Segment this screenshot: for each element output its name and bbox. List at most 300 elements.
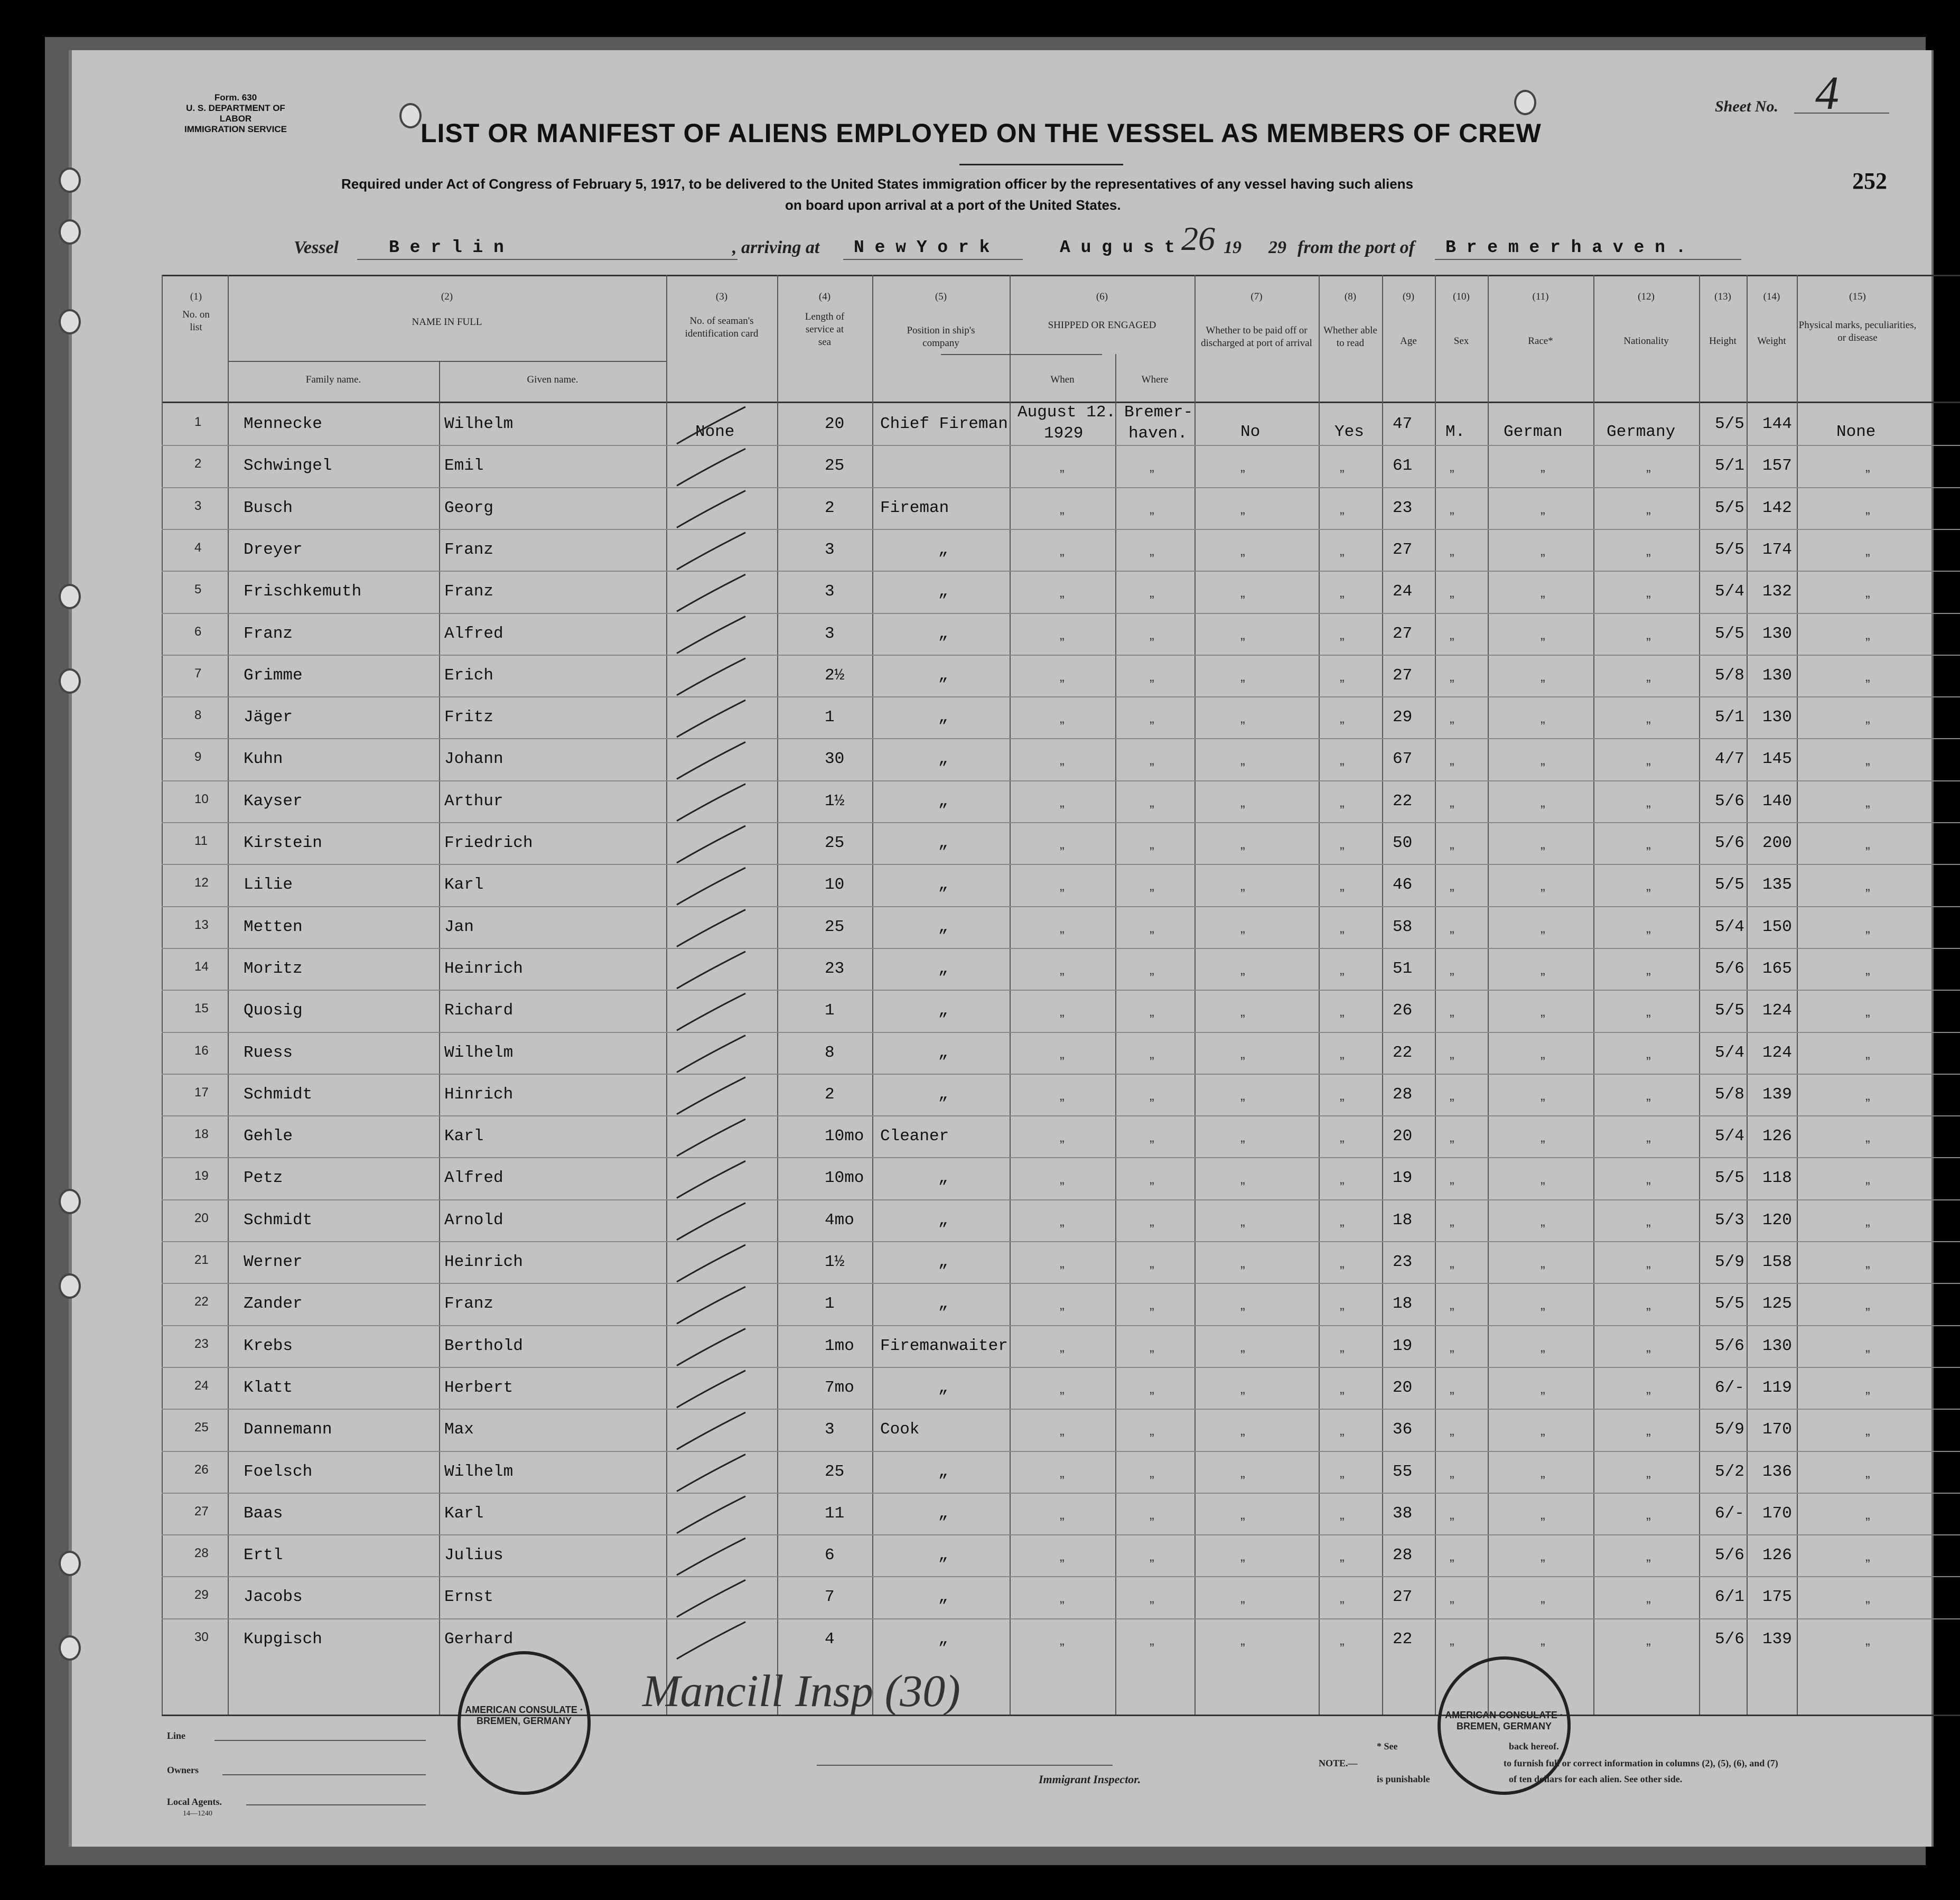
height: 5/4 (1715, 582, 1744, 601)
row-number: 26 (194, 1462, 209, 1477)
ditto-mark: „ (1150, 1003, 1154, 1020)
table-row-rule (162, 864, 1960, 865)
departure-port: B r e m e r h a v e n . (1445, 238, 1686, 257)
ditto-mark: „ (1150, 542, 1154, 558)
able-to-read: Yes (1334, 423, 1364, 441)
ditto-mark: „ (1150, 1338, 1154, 1355)
weight: 125 (1762, 1294, 1792, 1314)
ditto-mark: „ (1150, 1213, 1154, 1229)
height: 5/9 (1715, 1253, 1744, 1271)
ditto-mark: „ (1541, 836, 1545, 852)
ditto-mark: „ (1340, 1213, 1345, 1229)
row-number: 17 (194, 1085, 209, 1100)
family-name: Ertl (244, 1546, 283, 1565)
ditto-mark: „ (1865, 961, 1870, 977)
ditto-mark: „ (1450, 1171, 1454, 1187)
height: 6/- (1715, 1504, 1744, 1523)
length-of-service: 25 (825, 1462, 845, 1481)
length-of-service: 2½ (825, 666, 845, 685)
weight: 126 (1762, 1546, 1792, 1565)
position: „ (938, 1043, 948, 1062)
position: „ (938, 540, 948, 559)
weight: 130 (1762, 666, 1792, 685)
family-name: Jäger (244, 708, 293, 727)
ditto-mark: „ (1340, 752, 1345, 768)
position: „ (938, 708, 948, 727)
table-row-rule (162, 1032, 1960, 1033)
sheet-number: 4 (1815, 67, 1839, 119)
ditto-mark: „ (1541, 626, 1545, 642)
page-number: 252 (1852, 168, 1887, 194)
ditto-mark: „ (1646, 1590, 1651, 1606)
ditto-mark: „ (1340, 794, 1345, 810)
position: „ (938, 1378, 948, 1397)
row-number: 19 (194, 1169, 209, 1184)
given-name: Wilhelm (444, 1462, 514, 1481)
ditto-mark: „ (1240, 626, 1245, 642)
family-name: Quosig (244, 1001, 303, 1020)
card-slash (677, 1119, 745, 1156)
card-slash (677, 993, 745, 1030)
ditto-mark: „ (1865, 1464, 1870, 1480)
form-number: Form. 630 (214, 92, 257, 103)
ditto-mark: „ (1646, 794, 1651, 810)
ditto-mark: „ (1240, 794, 1245, 810)
position: „ (938, 1001, 948, 1020)
col5-header: Position in ship's company (907, 325, 975, 349)
stamp-right-text: AMERICAN CONSULATE · BREMEN, GERMANY (1445, 1710, 1563, 1731)
row-number: 13 (194, 917, 209, 932)
table-column-rule (1194, 275, 1196, 1715)
weight: 118 (1762, 1169, 1792, 1188)
row-number: 25 (194, 1420, 209, 1435)
height: 5/5 (1715, 540, 1744, 559)
card-slash (677, 784, 745, 821)
ditto-mark: „ (1240, 1171, 1245, 1187)
weight: 124 (1762, 1043, 1792, 1062)
ditto-mark: „ (1340, 459, 1345, 475)
length-of-service: 4mo (825, 1210, 854, 1230)
row-number: 18 (194, 1127, 209, 1142)
ditto-mark: „ (1450, 668, 1454, 684)
family-name: Schmidt (244, 1085, 313, 1104)
family-name: Foelsch (244, 1462, 313, 1481)
position: „ (938, 917, 948, 936)
position: „ (938, 666, 948, 685)
ditto-mark: „ (1865, 626, 1870, 642)
ditto-mark: „ (1646, 1380, 1651, 1396)
weight: 126 (1762, 1127, 1792, 1146)
punch-hole (1514, 90, 1536, 115)
ditto-mark: „ (1340, 1380, 1345, 1396)
given-name: Arthur (444, 791, 503, 811)
ditto-mark: „ (1865, 1003, 1870, 1020)
ditto-mark: „ (1340, 542, 1345, 558)
ditto-mark: „ (1646, 961, 1651, 977)
ditto-mark: „ (1541, 752, 1545, 768)
weight: 130 (1762, 708, 1792, 727)
height: 5/6 (1715, 834, 1744, 852)
weight: 120 (1762, 1210, 1792, 1230)
shipped-where: Bremer- (1124, 403, 1193, 422)
table-row-rule (162, 1157, 1960, 1158)
arrival-day: 26 (1181, 220, 1215, 257)
position: „ (938, 624, 948, 643)
age: 18 (1393, 1210, 1413, 1230)
ditto-mark: „ (1240, 1380, 1245, 1396)
weight: 136 (1762, 1462, 1792, 1481)
card-slash (677, 1287, 745, 1324)
height: 5/6 (1715, 1546, 1744, 1565)
ditto-mark: „ (1060, 1506, 1065, 1522)
ditto-mark: „ (1865, 1087, 1870, 1103)
ditto-mark: „ (1340, 1003, 1345, 1020)
position: Firemanwaiter (880, 1336, 1008, 1355)
ditto-mark: „ (1646, 1548, 1651, 1564)
ditto-mark: „ (1060, 1548, 1065, 1564)
ditto-mark: „ (1150, 1506, 1154, 1522)
ditto-mark: „ (1150, 668, 1154, 684)
table-row-rule (162, 738, 1960, 739)
consulate-stamp-left (458, 1651, 591, 1795)
ditto-mark: „ (1865, 1338, 1870, 1355)
row-number: 5 (194, 582, 202, 597)
ditto-mark: „ (1060, 1129, 1065, 1145)
position: „ (938, 791, 948, 811)
ditto-mark: „ (1541, 961, 1545, 977)
table-row-rule (162, 571, 1960, 572)
arrival-port: N e w Y o r k (854, 238, 990, 257)
age: 55 (1393, 1462, 1413, 1481)
family-name: Busch (244, 498, 293, 517)
length-of-service: 1½ (825, 791, 845, 811)
ditto-mark: „ (1240, 584, 1245, 601)
ditto-mark: „ (1450, 1129, 1454, 1145)
ditto-mark: „ (1450, 1003, 1454, 1020)
weight: 170 (1762, 1504, 1792, 1523)
row-number: 6 (194, 624, 202, 639)
ditto-mark: „ (1340, 1506, 1345, 1522)
height: 5/5 (1715, 1294, 1744, 1314)
subtitle-line-1: Required under Act of Congress of February 5, 1917, to be delivered to the United States immigration officer by the representatives of any vessel having such aliens (341, 176, 1414, 192)
ditto-mark: „ (1450, 1213, 1454, 1229)
ditto-mark: „ (1150, 710, 1154, 727)
age: 27 (1393, 540, 1413, 559)
ditto-mark: „ (1150, 1548, 1154, 1564)
family-name: Petz (244, 1169, 283, 1188)
card-slash (677, 1496, 745, 1533)
ditto-mark: „ (1450, 919, 1454, 936)
ditto-mark: „ (1450, 1297, 1454, 1313)
punch-hole (59, 167, 81, 193)
ditto-mark: „ (1240, 1297, 1245, 1313)
punch-hole (59, 1189, 81, 1214)
card-slash (677, 1580, 745, 1617)
age: 27 (1393, 666, 1413, 685)
ditto-mark: „ (1150, 1590, 1154, 1606)
ditto-mark: „ (1240, 1255, 1245, 1271)
ditto-mark: „ (1060, 710, 1065, 727)
row-number: 1 (194, 415, 202, 429)
length-of-service: 10mo (825, 1127, 864, 1146)
ditto-mark: „ (1865, 1506, 1870, 1522)
ditto-mark: „ (1150, 1171, 1154, 1187)
card-slash (677, 1455, 745, 1492)
ditto-mark: „ (1450, 710, 1454, 727)
ditto-mark: „ (1060, 919, 1065, 936)
table-row-rule (162, 487, 1960, 488)
col7-num: (7) (1250, 291, 1263, 302)
height: 5/8 (1715, 1085, 1744, 1104)
ditto-mark: „ (1060, 1297, 1065, 1313)
ditto-mark: „ (1865, 794, 1870, 810)
ditto-mark: „ (1865, 500, 1870, 517)
ditto-mark: „ (1541, 584, 1545, 601)
family-name: Dreyer (244, 540, 303, 559)
height: 5/5 (1715, 624, 1744, 643)
table-row-rule (162, 990, 1960, 991)
row-number: 29 (194, 1588, 209, 1603)
row-number: 20 (194, 1210, 209, 1225)
ditto-mark: „ (1450, 878, 1454, 894)
ditto-mark: „ (1060, 500, 1065, 517)
col9-num: (9) (1402, 291, 1415, 302)
ditto-mark: „ (1541, 1087, 1545, 1103)
ditto-mark: „ (1060, 836, 1065, 852)
ditto-mark: „ (1450, 1087, 1454, 1103)
length-of-service: 10 (825, 876, 845, 895)
row-number: 12 (194, 876, 209, 890)
height: 5/5 (1715, 1001, 1744, 1020)
ditto-mark: „ (1865, 1422, 1870, 1439)
table-column-rule (1010, 275, 1011, 1715)
card-none: None (695, 423, 735, 441)
ditto-mark: „ (1450, 1464, 1454, 1480)
ditto-mark: „ (1646, 1255, 1651, 1271)
col12-header: Nationality (1623, 336, 1669, 347)
height: 5/8 (1715, 666, 1744, 685)
ditto-mark: „ (1646, 1045, 1651, 1061)
ditto-mark: „ (1865, 878, 1870, 894)
height: 5/5 (1715, 876, 1744, 895)
page-title: LIST OR MANIFEST OF ALIENS EMPLOYED ON THE VESSEL AS MEMBERS OF CREW (421, 118, 1542, 148)
height: 6/- (1715, 1378, 1744, 1397)
col11-header: Race* (1528, 336, 1553, 347)
given-name: Johann (444, 750, 503, 769)
ditto-mark: „ (1150, 1129, 1154, 1145)
position: „ (938, 1504, 948, 1523)
row-number: 16 (194, 1043, 209, 1058)
length-of-service: 11 (825, 1504, 845, 1523)
height: 5/1 (1715, 457, 1744, 476)
weight: 124 (1762, 1001, 1792, 1020)
ditto-mark: „ (1060, 1003, 1065, 1020)
family-name: Lilie (244, 876, 293, 895)
weight: 140 (1762, 791, 1792, 811)
card-slash (677, 742, 745, 779)
table-column-rule (439, 361, 440, 1715)
ditto-mark: „ (1340, 1590, 1345, 1606)
weight: 119 (1762, 1378, 1792, 1397)
weight: 165 (1762, 959, 1792, 978)
ditto-mark: „ (1541, 542, 1545, 558)
ditto-mark: „ (1646, 584, 1651, 601)
ditto-mark: „ (1646, 1297, 1651, 1313)
ditto-mark: „ (1240, 1087, 1245, 1103)
card-slash (677, 1245, 745, 1282)
age: 27 (1393, 1588, 1413, 1607)
col1-header: No. on list (182, 309, 210, 333)
row-number: 15 (194, 1001, 209, 1016)
ditto-mark: „ (1340, 1464, 1345, 1480)
ditto-mark: „ (1541, 459, 1545, 475)
ditto-mark: „ (1150, 1632, 1154, 1648)
ditto-mark: „ (1240, 1632, 1245, 1648)
ditto-mark: „ (1150, 459, 1154, 475)
ditto-mark: „ (1450, 1045, 1454, 1061)
card-slash (677, 952, 745, 989)
ditto-mark: „ (1060, 1087, 1065, 1103)
ditto-mark: „ (1240, 878, 1245, 894)
position: Cook (880, 1420, 920, 1439)
table-column-rule (1797, 275, 1798, 1715)
given-name: Wilhelm (444, 1043, 514, 1062)
given-name: Franz (444, 582, 494, 601)
ditto-mark: „ (1240, 1338, 1245, 1355)
ditto-mark: „ (1865, 752, 1870, 768)
age: 46 (1393, 876, 1413, 895)
col15-header: Physical marks, peculiarities, or disease (1798, 320, 1917, 343)
ditto-mark: „ (1340, 1171, 1345, 1187)
ditto-mark: „ (1060, 1380, 1065, 1396)
ditto-mark: „ (1646, 668, 1651, 684)
card-slash (677, 658, 745, 695)
col11-num: (11) (1532, 291, 1549, 302)
col4-num: (4) (818, 291, 831, 302)
family-name: Dannemann (244, 1420, 332, 1439)
height: 5/6 (1715, 791, 1744, 811)
ditto-mark: „ (1541, 1548, 1545, 1564)
table-column-rule (1593, 275, 1594, 1715)
table-row-rule (162, 1283, 1960, 1284)
position: „ (938, 582, 948, 601)
weight: 142 (1762, 498, 1792, 517)
ditto-mark: „ (1646, 919, 1651, 936)
ditto-mark: „ (1150, 1380, 1154, 1396)
row-number: 14 (194, 959, 209, 974)
family-name: Schwingel (244, 457, 332, 476)
ditto-mark: „ (1150, 500, 1154, 517)
length-of-service: 25 (825, 457, 845, 476)
ditto-mark: „ (1541, 1464, 1545, 1480)
family-name: Grimme (244, 666, 303, 685)
ditto-mark: „ (1865, 542, 1870, 558)
ditto-mark: „ (1646, 1422, 1651, 1439)
table-column-rule (1747, 275, 1748, 1715)
ditto-mark: „ (1150, 919, 1154, 936)
ditto-mark: „ (1060, 1464, 1065, 1480)
table-row-rule (162, 1576, 1960, 1577)
ditto-mark: „ (1541, 1422, 1545, 1439)
ditto-mark: „ (1060, 584, 1065, 601)
col6a-header: When (1050, 374, 1075, 385)
col7-header: Whether to be paid off or discharged at port of arrival (1201, 325, 1312, 349)
row-number: 28 (194, 1546, 209, 1561)
height: 5/2 (1715, 1462, 1744, 1481)
given-name: Alfred (444, 624, 503, 643)
ditto-mark: „ (1240, 919, 1245, 936)
ditto-mark: „ (1450, 1548, 1454, 1564)
col9-header: Age (1400, 336, 1417, 347)
ditto-mark: „ (1060, 961, 1065, 977)
ditto-mark: „ (1240, 1506, 1245, 1522)
length-of-service: 30 (825, 750, 845, 769)
age: 26 (1393, 1001, 1413, 1020)
ditto-mark: „ (1541, 1590, 1545, 1606)
given-name: Wilhelm (444, 415, 514, 433)
age: 20 (1393, 1378, 1413, 1397)
age: 36 (1393, 1420, 1413, 1439)
col13-num: (13) (1714, 291, 1731, 302)
col2-header: NAME IN FULL (412, 316, 482, 328)
stamp-left-text: AMERICAN CONSULATE · BREMEN, GERMANY (465, 1705, 583, 1726)
card-slash (677, 1622, 745, 1659)
card-slash (677, 533, 745, 570)
row-number: 8 (194, 708, 202, 723)
ditto-mark: „ (1646, 542, 1651, 558)
given-name: Max (444, 1420, 474, 1439)
ditto-mark: „ (1150, 1464, 1154, 1480)
ditto-mark: „ (1541, 500, 1545, 517)
ditto-mark: „ (1240, 542, 1245, 558)
ditto-mark: „ (1340, 1632, 1345, 1648)
card-slash (677, 1161, 745, 1198)
height: 5/5 (1715, 498, 1744, 517)
ditto-mark: „ (1541, 794, 1545, 810)
ditto-mark: „ (1450, 961, 1454, 977)
weight: 174 (1762, 540, 1792, 559)
ditto-mark: „ (1450, 752, 1454, 768)
weight: 130 (1762, 1336, 1792, 1355)
ditto-mark: „ (1150, 836, 1154, 852)
position: Fireman (880, 498, 949, 517)
family-name: Kuhn (244, 750, 283, 769)
length-of-service: 2 (825, 1085, 835, 1104)
punch-hole (59, 309, 81, 334)
ditto-mark: „ (1865, 1171, 1870, 1187)
position: „ (938, 1085, 948, 1104)
ditto-mark: „ (1646, 1632, 1651, 1648)
ditto-mark: „ (1150, 584, 1154, 601)
age: 24 (1393, 582, 1413, 601)
table-column-rule (1382, 275, 1383, 1715)
table-row-rule (162, 1367, 1960, 1368)
length-of-service: 25 (825, 834, 845, 852)
table-row-rule (162, 1409, 1960, 1410)
from-label: from the port of (1298, 238, 1415, 257)
ditto-mark: „ (1450, 542, 1454, 558)
table-column-rule (1319, 275, 1320, 1715)
table-row-rule (162, 655, 1960, 656)
col6-num: (6) (1096, 291, 1108, 302)
length-of-service: 3 (825, 1420, 835, 1439)
length-of-service: 2 (825, 498, 835, 517)
family-name: Kayser (244, 791, 303, 811)
inspector-label: Immigrant Inspector. (1039, 1773, 1141, 1786)
agents-label: Local Agents. (167, 1796, 222, 1807)
ditto-mark: „ (1340, 668, 1345, 684)
given-name: Georg (444, 498, 494, 517)
